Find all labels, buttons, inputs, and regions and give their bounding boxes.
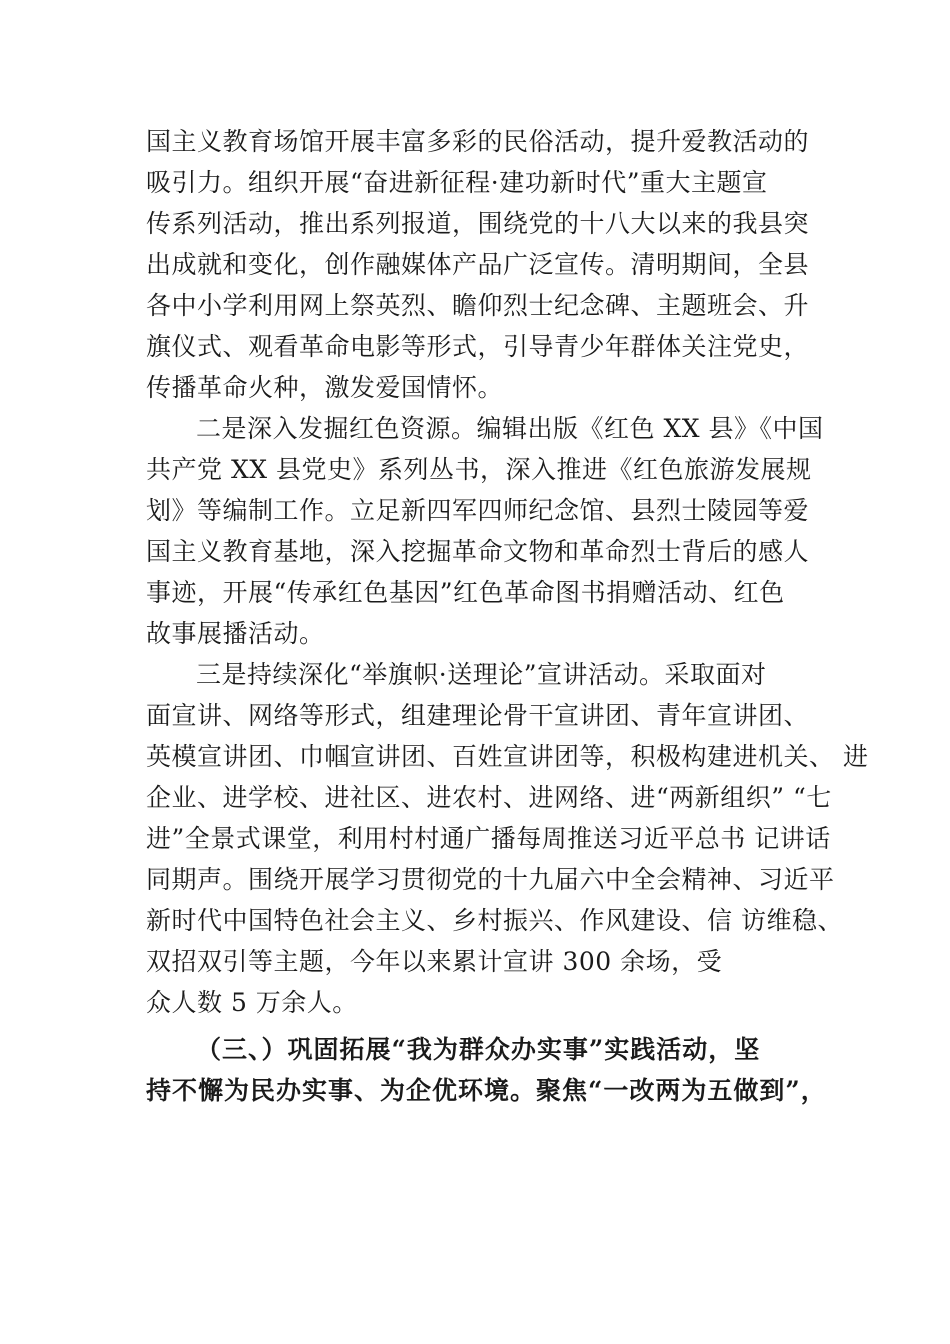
- body-line: 传系列活动，推出系列报道，围绕党的十八大以来的我县突: [146, 209, 810, 238]
- body-line: 进”全景式课堂，利用村村通广播每周推送习近平总书 记讲话: [146, 824, 831, 853]
- body-line: 同期声。围绕开展学习贯彻党的十九届六中全会精神、习近平: [146, 865, 835, 894]
- paragraph-first-line: 三是持续深化“举旗帜·送理论”宣讲活动。采取面对: [196, 660, 767, 689]
- body-line: 出成就和变化，创作融媒体产品广泛宣传。清明期间，全县: [146, 250, 810, 279]
- body-line: 旗仪式、观看革命电影等形式，引导青少年群体关注党史，: [146, 332, 810, 361]
- body-line: 传播革命火种，激发爱国情怀。: [146, 373, 504, 402]
- body-line: 面宣讲、网络等形式，组建理论骨干宣讲团、青年宣讲团、: [146, 701, 810, 730]
- body-line: 共产党 XX 县党史》系列丛书，深入推进《红色旅游发展规: [146, 455, 812, 484]
- section-heading-line: （三、）巩固拓展“我为群众办实事”实践活动，坚: [196, 1035, 761, 1064]
- body-line: 英模宣讲团、巾帼宣讲团、百姓宣讲团等，积极构建进机关、 进: [146, 742, 869, 771]
- body-line: 事迹，开展“传承红色基因”红色革命图书捐赠活动、红色: [146, 578, 785, 607]
- body-line: 新时代中国特色社会主义、乡村振兴、作风建设、信 访维稳、: [146, 906, 843, 935]
- body-line: 众人数 5 万余人。: [146, 988, 358, 1017]
- body-line: 企业、进学校、进社区、进农村、进网络、进“两新组织” “七: [146, 783, 832, 812]
- section-heading-line: 持不懈为民办实事、为企优环境。聚焦“一改两为五做到”，: [146, 1076, 827, 1105]
- body-line: 划》等编制工作。立足新四军四师纪念馆、县烈士陵园等爱: [146, 496, 810, 525]
- paragraph-first-line: 二是深入发掘红色资源。编辑出版《红色 XX 县》《中国: [196, 414, 824, 443]
- body-line: 国主义教育基地，深入挖掘革命文物和革命烈士背后的感人: [146, 537, 810, 566]
- body-line: 各中小学利用网上祭英烈、瞻仰烈士纪念碑、主题班会、升: [146, 291, 810, 320]
- body-line: 吸引力。组织开展“奋进新征程·建功新时代”重大主题宣: [146, 168, 768, 197]
- body-line: 国主义教育场馆开展丰富多彩的民俗活动，提升爱教活动的: [146, 127, 810, 156]
- body-line: 双招双引等主题，今年以来累计宣讲 300 余场，受: [146, 947, 723, 976]
- body-line: 故事展播活动。: [146, 619, 325, 648]
